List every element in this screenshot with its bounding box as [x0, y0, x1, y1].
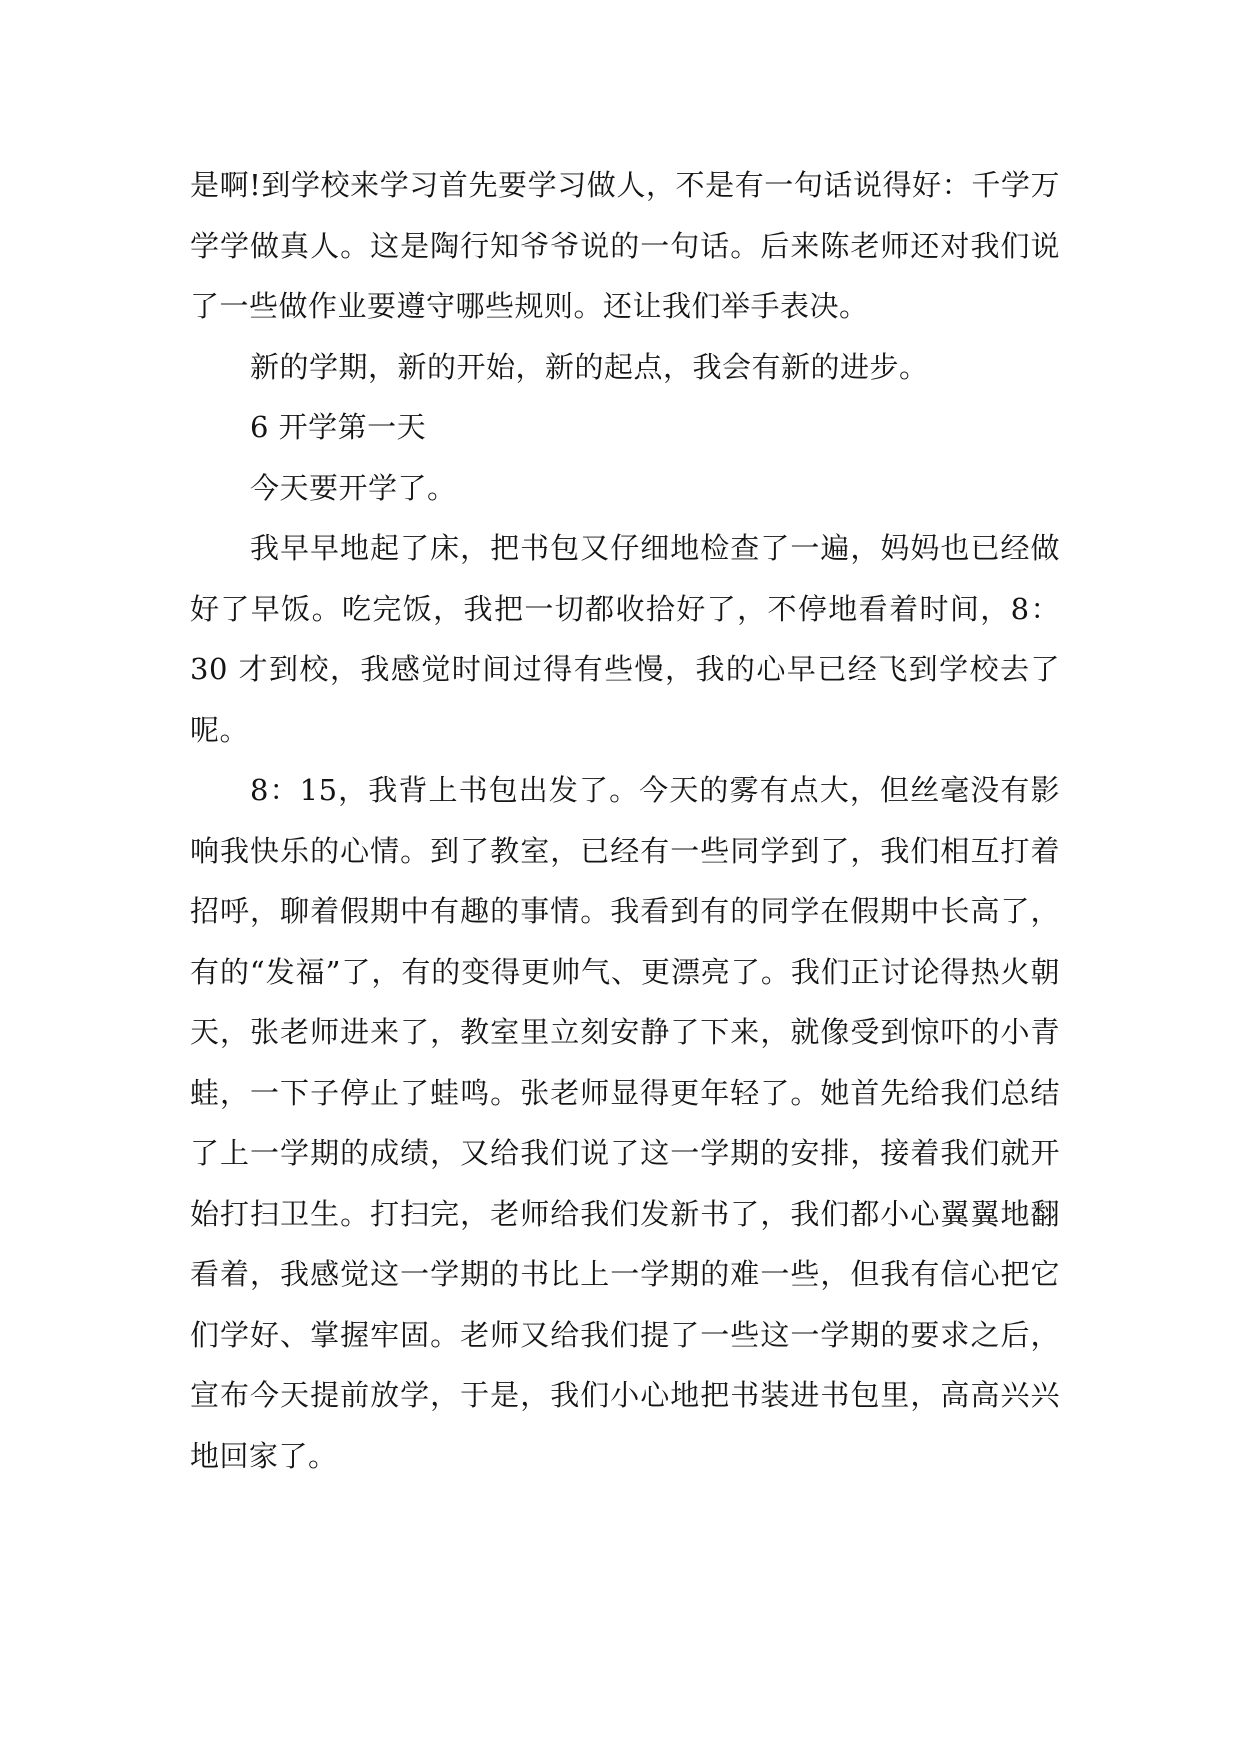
paragraph-continuation: 是啊!到学校来学习首先要学习做人，不是有一句话说得好：千学万学学做真人。这是陶行知爷爷说的一句话。后来陈老师还对我们说了一些做作业要遵守哪些规则。还让我们举手表决。 — [190, 168, 1060, 323]
document-body — [190, 155, 1060, 1486]
paragraph-new-semester: 新的学期，新的开始，新的起点，我会有新的进步。 — [250, 349, 929, 384]
paragraph-morning: 我早早地起了床，把书包又仔细地检查了一遍，妈妈也已经做好了早饭。吃完饭，我把一切都收拾好了，不停地看着时间，8：30 才到校，我感觉时间过得有些慢，我的心早已经飞到学校去了呢。 — [190, 531, 1060, 747]
essay-title: 6 开学第一天 — [250, 410, 427, 444]
paragraph-school-day: 8：15，我背上书包出发了。今天的雾有点大，但丝毫没有影响我快乐的心情。到了教室，已经有一些同学到了，我们相互打着招呼，聊着假期中有趣的事情。我看到有的同学在假期中长高了，有的“发福”了，有的变得更帅气、更漂亮了。我们正讨论得热火朝天，张老师进来了，教室里立刻安静了下来，就像受到惊吓的小青蛙，一下子停止了蛙鸣。张老师显得更年轻了。她首先给我们总结了上一学期的成绩，又给我们说了这一学期的安排，接着我们就开始打扫卫生。打扫完，老师给我们发新书了，我们都小心翼翼地翻看着，我感觉这一学期的书比上一学期的难一些，但我有信心把它们学好、掌握牢固。老师又给我们提了一些这一学期的要求之后，宣布今天提前放学，于是，我们小心地把书装进书包里，高高兴兴地回家了。 — [190, 773, 1060, 1473]
paragraph-intro: 今天要开学了。 — [250, 470, 457, 505]
